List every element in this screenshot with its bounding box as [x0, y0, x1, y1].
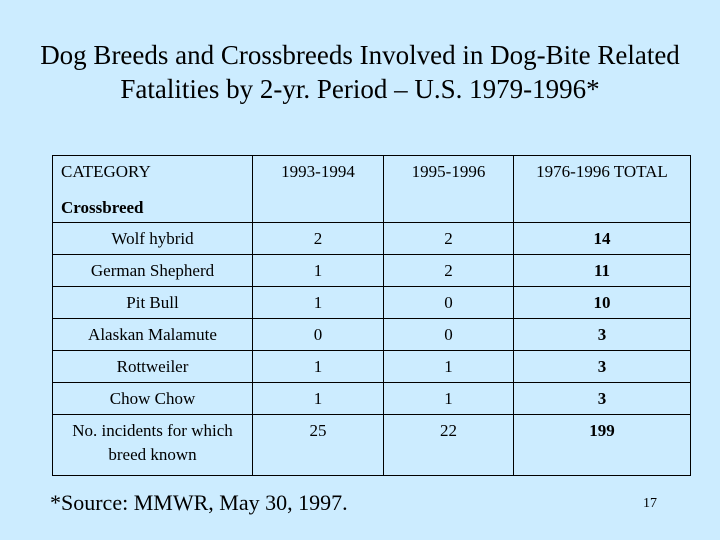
table-row — [53, 223, 691, 255]
page-number: 17 — [643, 496, 657, 511]
period1-cell: 1 — [253, 383, 384, 415]
table-row — [53, 415, 691, 476]
period2-cell: 1 — [384, 351, 514, 383]
period1-cell: 1 — [253, 351, 384, 383]
period2-cell: 1 — [384, 383, 514, 415]
total-cell: 199 — [514, 415, 691, 476]
period1-cell: 2 — [253, 223, 384, 255]
period2-cell: 22 — [384, 415, 514, 476]
table-row — [53, 255, 691, 287]
period2-cell: 0 — [384, 319, 514, 351]
header-total: 1976-1996 TOTAL — [514, 156, 691, 189]
period2-cell: 2 — [384, 223, 514, 255]
slide-title: Dog Breeds and Crossbreeds Involved in Dog-Bite Related Fatalities by 2-yr. Period – U.S. 1979-1996* — [40, 40, 680, 104]
total-cell: 10 — [514, 287, 691, 319]
breed-cell: Chow Chow — [53, 383, 253, 415]
period1-cell: 1 — [253, 255, 384, 287]
breed-cell: German Shepherd — [53, 255, 253, 287]
table-row — [53, 287, 691, 319]
period2-cell: 2 — [384, 255, 514, 287]
period1-cell: 25 — [253, 415, 384, 476]
period1-cell: 1 — [253, 287, 384, 319]
breed-cell: Rottweiler — [53, 351, 253, 383]
header-category: CATEGORY — [53, 156, 253, 189]
table-row — [53, 383, 691, 415]
header-1995-1996: 1995-1996 — [384, 156, 514, 189]
total-cell: 3 — [514, 383, 691, 415]
table-row — [53, 351, 691, 383]
period2-cell: 0 — [384, 287, 514, 319]
breed-cell: Pit Bull — [53, 287, 253, 319]
table-header-row — [53, 156, 691, 189]
total-cell: 11 — [514, 255, 691, 287]
header-1993-1994: 1993-1994 — [253, 156, 384, 189]
breed-cell: Wolf hybrid — [53, 223, 253, 255]
breed-cell: Alaskan Malamute — [53, 319, 253, 351]
breed-cell: No. incidents for which breed known — [53, 415, 253, 476]
total-cell: 3 — [514, 351, 691, 383]
total-cell: 3 — [514, 319, 691, 351]
fatalities-table — [52, 155, 691, 476]
total-cell: 14 — [514, 223, 691, 255]
table-row — [53, 319, 691, 351]
section-label: Crossbreed — [53, 188, 253, 223]
period1-cell: 0 — [253, 319, 384, 351]
source-note: *Source: MMWR, May 30, 1997. — [50, 490, 348, 515]
section-row — [53, 188, 691, 223]
